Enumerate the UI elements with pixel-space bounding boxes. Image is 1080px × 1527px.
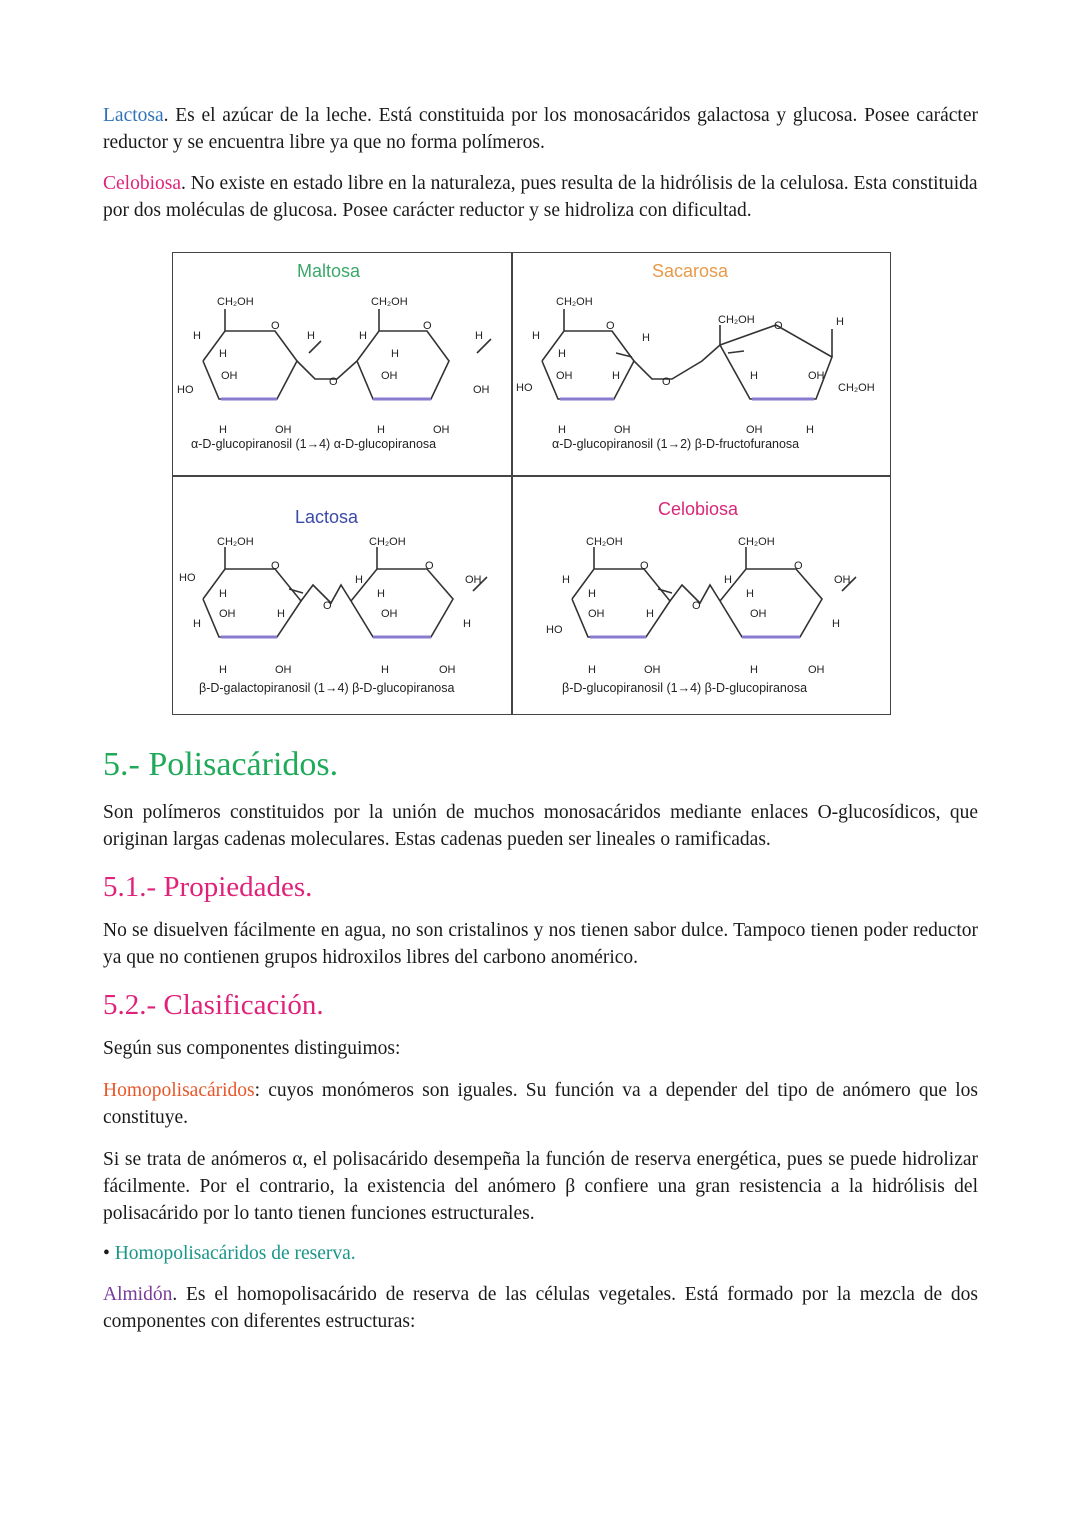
lac-oh-1: OH	[219, 608, 236, 620]
bullet-homopolisacaridos-reserva	[103, 1240, 978, 1267]
cel-h-5: H	[746, 588, 754, 600]
mal-ch2oh-2: CH₂OH	[371, 296, 408, 308]
mal-o-2: O	[423, 320, 432, 332]
term-homopolisacaridos: Homopolisacáridos	[103, 1080, 255, 1101]
mal-h-4: H	[359, 330, 367, 342]
cel-oh-5: OH	[808, 664, 825, 676]
lac-h-1: H	[193, 618, 201, 630]
mal-o-1: O	[271, 320, 280, 332]
lac-h-8: H	[381, 664, 389, 676]
mal-h-5: H	[391, 348, 399, 360]
heading-polisacaridos: 5.- Polisacáridos.	[103, 746, 339, 783]
bullet-marker: •	[103, 1243, 110, 1264]
cel-ch2oh-1: CH₂OH	[586, 536, 623, 548]
lac-oh-2: OH	[381, 608, 398, 620]
mal-oh-1: OH	[221, 370, 238, 382]
cel-ho: HO	[546, 624, 563, 636]
title-maltosa: Maltosa	[297, 261, 361, 281]
cel-oh-1: OH	[588, 608, 605, 620]
sac-h-8: H	[806, 424, 814, 436]
paragraph-clasificacion-intro: Según sus componentes distinguimos:	[103, 1038, 401, 1059]
cel-oh-4: OH	[644, 664, 661, 676]
paragraph-homopolisacaridos-text: : cuyos monómeros son iguales. Su función va a depender del tipo de anómero que los constituye.	[103, 1080, 978, 1128]
lac-ch2oh-2: CH₂OH	[369, 536, 406, 548]
section-polisacaridos	[103, 745, 978, 1335]
paragraph-lactosa	[103, 102, 978, 156]
sac-ch2oh-3: CH₂OH	[838, 382, 875, 394]
paragraph-celobiosa	[103, 170, 978, 224]
paragraph-anomeros: Si se trata de anómeros α, el polisacárido desempeña la función de reserva energética, pues se puede hidrolizar fácilmente. Por el contrario, la existencia del anómero β confiere una gran resistencia a la hidrólisis del polisacárido por lo tanto tienen funciones estructurales.	[103, 1149, 978, 1224]
sac-h-3: H	[642, 332, 650, 344]
sac-oh-1: OH	[556, 370, 573, 382]
heading-clasificacion: 5.2.- Clasificación.	[103, 989, 324, 1021]
heading-propiedades: 5.1.- Propiedades.	[103, 871, 313, 903]
disaccharide-figure	[172, 252, 891, 715]
cel-h-7: H	[588, 664, 596, 676]
paragraph-almidon-text: . Es el homopolisacárido de reserva de las células vegetales. Está formado por la mezcla de dos componentes con diferentes estructuras:	[103, 1284, 978, 1332]
title-sacarosa: Sacarosa	[652, 261, 729, 281]
lac-h-3: H	[277, 608, 285, 620]
cell-sacarosa	[512, 253, 890, 475]
paragraph-propiedades: No se disuelven fácilmente en agua, no son cristalinos y nos tienen sabor dulce. Tampoco tienen poder reductor ya que no contienen grupos hidroxilos libres del carbono anomérico.	[103, 920, 978, 968]
cel-o-2: O	[794, 560, 803, 572]
paragraph-homopolisacaridos	[103, 1077, 978, 1131]
cel-h-6: H	[832, 618, 840, 630]
mal-h-1: H	[193, 330, 201, 342]
cell-maltosa	[173, 253, 511, 475]
cel-h-4: H	[724, 574, 732, 586]
lac-h-6: H	[463, 618, 471, 630]
mal-h-3: H	[307, 330, 315, 342]
cel-h-8: H	[750, 664, 758, 676]
caption-lactosa: β-D-galactopiranosil (1→4) β-D-glucopiranosa	[199, 681, 455, 695]
cel-h-3: H	[646, 608, 654, 620]
mal-oh-5: OH	[433, 424, 450, 436]
title-celobiosa: Celobiosa	[658, 499, 739, 519]
mal-h-2: H	[219, 348, 227, 360]
lac-ch2oh-1: CH₂OH	[217, 536, 254, 548]
mal-ho: HO	[177, 384, 194, 396]
caption-maltosa: α-D-glucopiranosil (1→4) α-D-glucopiranosa	[191, 437, 437, 451]
mal-oh-3: OH	[473, 384, 490, 396]
cel-ch2oh-2: CH₂OH	[738, 536, 775, 548]
caption-celobiosa: β-D-glucopiranosil (1→4) β-D-glucopiranosa	[562, 681, 808, 695]
lac-oh-5: OH	[439, 664, 456, 676]
term-lactosa: Lactosa	[103, 105, 164, 126]
paragraph-celobiosa-text: . No existe en estado libre en la naturaleza, pues resulta de la hidrólisis de la celulosa. Esta constituida por dos moléculas de glucosa. Posee carácter reductor y se hidroliza con dificultad.	[103, 173, 978, 221]
sac-ch2oh-1: CH₂OH	[556, 296, 593, 308]
sac-h-5: H	[750, 370, 758, 382]
mal-oh-4: OH	[275, 424, 292, 436]
sac-oh-4: OH	[746, 424, 763, 436]
lac-h-5: H	[377, 588, 385, 600]
sac-ho: HO	[516, 382, 533, 394]
term-celobiosa: Celobiosa	[103, 173, 181, 194]
cell-lactosa	[173, 477, 511, 715]
mal-h-7: H	[219, 424, 227, 436]
paragraph-polisacaridos-intro: Son polímeros constituidos por la unión de muchos monosacáridos mediante enlaces O-glucosídicos, que originan largas cadenas moleculares. Estas cadenas pueden ser lineales o ramificadas.	[103, 802, 978, 850]
sac-oh-2: OH	[808, 370, 825, 382]
mal-h-6: H	[475, 330, 483, 342]
lac-h-4: H	[355, 574, 363, 586]
paragraph-lactosa-text: . Es el azúcar de la leche. Está constituida por los monosacáridos galactosa y glucosa. Posee carácter reductor y se encuentra libre ya que no forma polímeros.	[103, 105, 978, 153]
sac-ch2oh-2: CH₂OH	[718, 314, 755, 326]
cell-celobiosa	[512, 477, 890, 715]
title-lactosa: Lactosa	[295, 507, 359, 527]
lac-oh-4: OH	[275, 664, 292, 676]
sac-oh-3: OH	[614, 424, 631, 436]
sac-h-6: H	[836, 316, 844, 328]
mal-ch2oh-1: CH₂OH	[217, 296, 254, 308]
sac-h-2: H	[558, 348, 566, 360]
lac-o-2: O	[425, 560, 434, 572]
lac-h-2: H	[219, 588, 227, 600]
sac-o-link: O	[662, 376, 671, 388]
lac-o-link: O	[323, 600, 332, 612]
paragraph-almidon	[103, 1281, 978, 1335]
sac-h-1: H	[532, 330, 540, 342]
sac-h-4: H	[612, 370, 620, 382]
lactosa-structure	[173, 477, 511, 715]
caption-sacarosa: α-D-glucopiranosil (1→2) β-D-fructofuranosa	[552, 437, 800, 451]
bullet-text: Homopolisacáridos de reserva.	[114, 1243, 356, 1264]
cel-h-2: H	[588, 588, 596, 600]
cel-oh-3: OH	[834, 574, 851, 586]
celobiosa-structure	[512, 477, 890, 715]
sac-o-1: O	[606, 320, 615, 332]
cel-h-1: H	[562, 574, 570, 586]
mal-oh-2: OH	[381, 370, 398, 382]
sac-h-7: H	[558, 424, 566, 436]
cel-o-link: O	[692, 600, 701, 612]
lac-h-7: H	[219, 664, 227, 676]
lac-oh-3: OH	[465, 574, 482, 586]
cel-o-1: O	[640, 560, 649, 572]
lac-o-1: O	[271, 560, 280, 572]
lac-ho: HO	[179, 572, 196, 584]
term-almidon: Almidón	[103, 1284, 173, 1305]
mal-h-8: H	[377, 424, 385, 436]
cel-oh-2: OH	[750, 608, 767, 620]
sac-o-2: O	[774, 320, 783, 332]
mal-o-link: O	[329, 376, 338, 388]
